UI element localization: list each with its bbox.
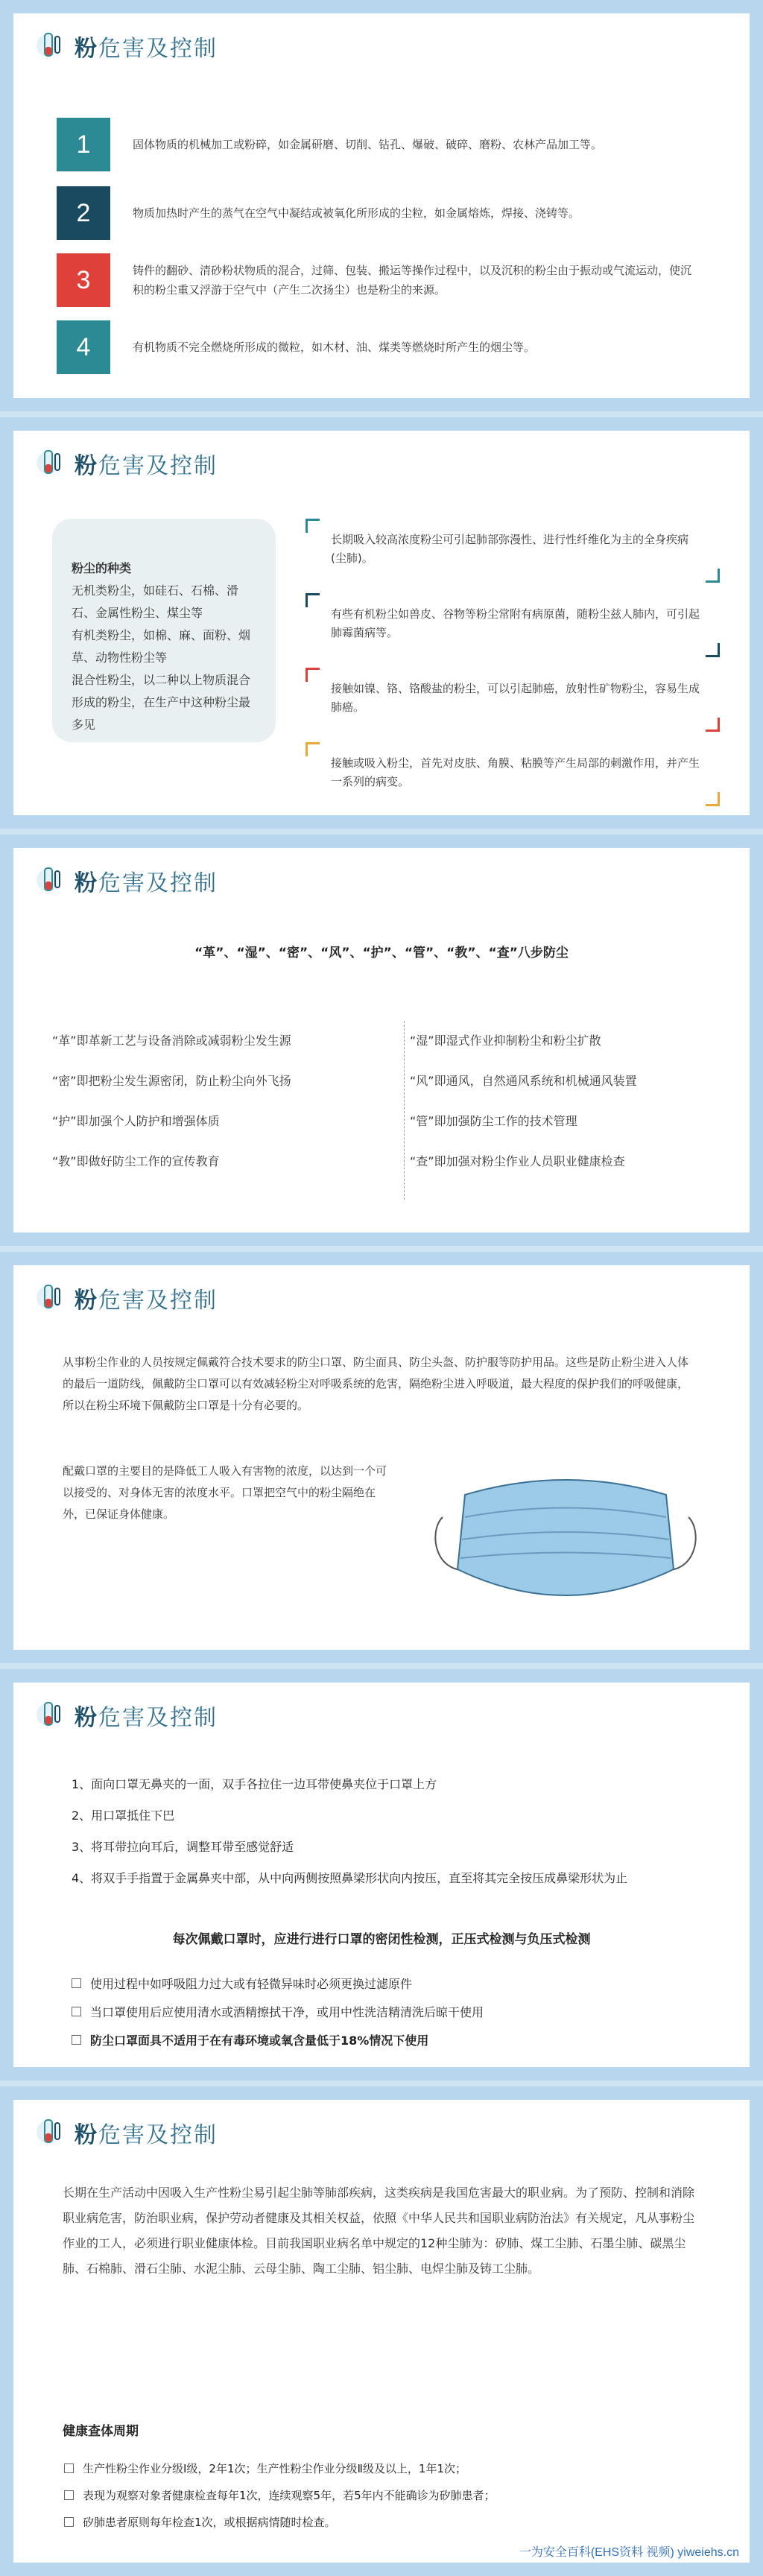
checkbox-icon — [64, 2517, 74, 2527]
method-right-1: “湿”即湿式作业抑制粉尘和粉尘扩散 — [410, 1034, 601, 1048]
column-divider — [404, 1021, 405, 1200]
source-item-1 — [57, 118, 712, 171]
wear-step-4: 4、将双手手指置于金属鼻夹中部，从中向两侧按照鼻梁形状向内按压，直至将其完全按压成鼻梁形状为止 — [72, 1871, 628, 1885]
usage-tip-2: 当口罩使用后应使用清水或酒精擦拭干净，或用中性洗洁精清洗后晾干使用 — [72, 2003, 484, 2020]
eight-steps-title: “革”、“湿”、“密”、“风”、“护”、“管”、“教”、“查”八步防尘 — [194, 946, 569, 961]
beaker-logo-icon — [34, 1281, 69, 1315]
seal-check-title: 每次佩戴口罩时，应进行进行口罩的密闭性检测，正压式检测与负压式检测 — [172, 1932, 591, 1947]
usage-tip-1: 使用过程中如呼吸阻力过大或有轻微异味时必须更换过滤原件 — [72, 1975, 412, 1992]
corner-mark — [305, 593, 320, 607]
method-left-1: “革”即革新工艺与设备消除或减弱粉尘发生源 — [52, 1034, 291, 1048]
hazard-item-3 — [305, 668, 720, 732]
corner-mark — [305, 668, 320, 682]
slide-header — [34, 1699, 218, 1732]
slide-title: 粉危害及控制 — [75, 36, 218, 62]
corner-mark — [706, 718, 720, 732]
corner-mark — [305, 519, 320, 533]
slide-mask-usage — [0, 1669, 763, 2080]
beaker-logo-icon — [34, 864, 69, 898]
slide-respirator — [0, 1252, 763, 1663]
wear-step-2: 2、用口罩抵住下巴 — [72, 1808, 175, 1823]
respirator-paragraph: 从事粉尘作业的人员按规定佩戴符合技术要求的防尘口罩、防尘面具、防尘头盔、防护服等防护用品。这些是防止粉尘进入人体的最后一道防线，佩戴防尘口罩可以有效减轻粉尘对呼吸系统的危害，隔绝粉尘进入呼吸道，最大程度的保护我们的呼吸健康，所以在粉尘环境下佩戴防尘口罩是十分有必要的。 — [63, 1355, 689, 1412]
pneumoconiosis-paragraph: 长期在生产活动中因吸入生产性粉尘易引起尘肺等肺部疾病，这类疾病是我国危害最大的职业病。为了预防、控制和消除职业病危害，防治职业病，保护劳动者健康及其相关权益，依照《中华人民共和国职业病防治法》有关规定，凡从事粉尘作业的工人，必须进行职业健康体检。目前我国职业病名单中规定的12种尘肺为：矽肺、煤工尘肺、石墨尘肺、碳黑尘肺、石棉肺、滑石尘肺、水泥尘肺、云母尘肺、陶工尘肺、铝尘肺、电焊尘肺及铸工尘肺。 — [63, 2186, 695, 2276]
hazard-text: 接触或吸入粉尘，首先对皮肤、角膜、粘膜等产生局部的刺激作用，并产生一系列的病变。 — [331, 756, 700, 788]
slide-header — [34, 2116, 218, 2149]
number-badge: 2 — [57, 186, 110, 240]
hazard-text: 接触如镍、铬、铬酸盐的粉尘，可以引起肺癌，放射性矿物粉尘，容易生成肺癌。 — [331, 682, 700, 714]
number-badge: 4 — [57, 320, 110, 374]
method-left-4: “教”即做好防尘工作的宣传教育 — [52, 1154, 220, 1168]
corner-mark — [706, 569, 720, 583]
period-item-2: 表现为观察对象者健康检查每年1次，连续观察5年，若5年内不能确诊为矽肺患者； — [64, 2487, 496, 2503]
source-item-3 — [57, 253, 712, 307]
method-right-4: “查”即加强对粉尘作业人员职业健康检查 — [410, 1154, 625, 1168]
method-left-3: “护”即加强个人防护和增强体质 — [52, 1114, 220, 1128]
corner-mark — [305, 742, 320, 756]
slide-header — [34, 30, 218, 63]
slide-header — [34, 447, 218, 480]
hazard-text: 有些有机粉尘如兽皮、谷物等粉尘常附有病原菌，随粉尘兹人肺内，可引起肺霉菌病等。 — [331, 607, 700, 639]
hazard-text: 长期吸入较高浓度粉尘可引起肺部弥漫性、进行性纤维化为主的全身疾病(尘肺)。 — [331, 533, 689, 565]
checkbox-icon — [72, 1978, 81, 1988]
source-text: 有机物质不完全燃烧所形成的微粒，如木材、油、煤类等燃烧时所产生的烟尘等。 — [133, 341, 536, 354]
respirator-purpose: 配戴口罩的主要目的是降低工人吸入有害物的浓度，以达到一个可以接受的、对身体无害的浓度水平。口罩把空气中的粉尘隔绝在外，已保证身体健康。 — [63, 1464, 387, 1521]
face-mask-icon — [428, 1465, 703, 1614]
corner-mark — [706, 792, 720, 806]
number-badge: 1 — [57, 118, 110, 171]
source-text: 物质加热时产生的蒸气在空气中凝结或被氧化所形成的尘粒，如金属熔炼，焊接、浇铸等。 — [133, 206, 580, 220]
wear-step-3: 3、将耳带拉向耳后，调整耳带至感觉舒适 — [72, 1840, 294, 1854]
checkup-period-title: 健康查体周期 — [63, 2424, 139, 2439]
source-text: 铸件的翻砂、清砂粉状物质的混合，过筛、包装、搬运等操作过程中，以及沉积的粉尘由于振动或气流运动，使沉积的粉尘重又浮游于空气中（产生二次扬尘）也是粉尘的来源。 — [133, 264, 692, 297]
beaker-logo-icon — [34, 29, 69, 63]
checkbox-icon — [64, 2463, 74, 2473]
hazard-item-2 — [305, 593, 720, 657]
beaker-logo-icon — [34, 446, 69, 481]
footer-watermark[interactable]: 一为安全百科(EHS资料 视频) yiweiehs.cn — [519, 2546, 739, 2559]
checkbox-icon — [72, 2035, 81, 2045]
slide-header — [34, 864, 218, 897]
period-item-1: 生产性粉尘作业分级Ⅰ级，2年1次；生产性粉尘作业分级Ⅱ级及以上，1年1次； — [64, 2461, 466, 2476]
slide-title: 粉危害及控制 — [75, 870, 218, 896]
slide-title: 粉危害及控制 — [75, 453, 218, 479]
beaker-logo-icon — [34, 1698, 69, 1732]
period-item-3: 矽肺患者原则每年检查1次，或根据病情随时检查。 — [64, 2514, 336, 2530]
method-right-3: “管”即加强防尘工作的技术管理 — [410, 1114, 577, 1128]
hazard-item-1 — [305, 519, 720, 583]
dust-kinds-title: 粉尘的种类 — [72, 561, 132, 575]
method-left-2: “密”即把粉尘发生源密闭，防止粉尘向外飞扬 — [52, 1074, 291, 1088]
method-right-2: “风”即通风，自然通风系统和机械通风装置 — [410, 1074, 637, 1088]
beaker-logo-icon — [34, 2115, 69, 2150]
slide-title: 粉危害及控制 — [75, 2122, 218, 2148]
corner-mark — [706, 643, 720, 657]
slide-header — [34, 1282, 218, 1314]
number-badge: 3 — [57, 253, 110, 307]
checkbox-icon — [72, 2007, 81, 2016]
slide-title: 粉危害及控制 — [75, 1288, 218, 1314]
slide-title: 粉危害及控制 — [75, 1705, 218, 1731]
checkbox-icon — [64, 2490, 74, 2500]
source-item-4 — [57, 320, 712, 374]
usage-tip-3: 防尘口罩面具不适用于在有毒环境或氧含量低于18%情况下使用 — [72, 2031, 428, 2048]
slide-dust-sources — [0, 0, 763, 411]
hazard-item-4 — [305, 742, 720, 806]
dust-kinds-box — [52, 519, 276, 742]
slide-eight-steps — [0, 835, 763, 1246]
dust-kinds-body: 无机类粉尘，如硅石、石棉、滑石、金属性粉尘、煤尘等 有机类粉尘，如棉、麻、面粉、烟草、动物性粉尘等 混合性粉尘，以二种以上物质混合形成的粉尘，在生产中这种粉尘最多见 — [72, 583, 251, 732]
slide-health-check — [0, 2086, 763, 2576]
source-item-2 — [57, 186, 712, 240]
source-text: 固体物质的机械加工或粉碎，如金属研磨、切削、钻孔、爆破、破碎、磨粉、农林产品加工等。 — [133, 138, 603, 151]
wear-step-1: 1、面向口罩无鼻夹的一面，双手各拉住一边耳带使鼻夹位于口罩上方 — [72, 1777, 437, 1791]
slide-dust-hazards — [0, 417, 763, 829]
